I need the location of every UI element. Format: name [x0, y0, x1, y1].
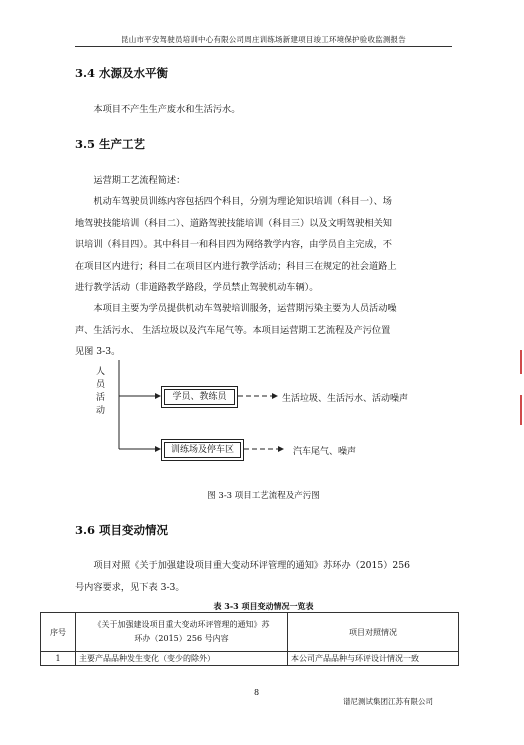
- header-ref: [76, 613, 288, 652]
- edge-mark: [520, 350, 522, 374]
- text-line: 号内容要求，见下表 3-3。: [75, 581, 185, 593]
- table-header-row: [41, 613, 459, 652]
- process-intro: 运营期工艺流程简述：: [93, 175, 186, 186]
- text-line: 识培训（科目四）。其中科目一和科目四为网络教学内容，由学员自主完成，不: [75, 239, 392, 250]
- box-training-ground: [161, 439, 244, 461]
- text-line: 进行教学活动（非道路教学路段，学员禁止驾驶机动车辆）。: [75, 282, 319, 293]
- table-caption: 表 3-3 项目变动情况一览表: [213, 601, 314, 611]
- actor-char: 员: [96, 380, 106, 390]
- cell-ref: 主要产品品种发生变化（变少的除外）: [76, 652, 288, 666]
- process-paragraph-2: [75, 298, 452, 363]
- text-line: 见图 3-3。: [75, 346, 121, 357]
- actor-char: 动: [96, 406, 106, 416]
- process-flow-diagram: [75, 360, 452, 480]
- text-line: 机动车驾驶员训练内容包括四个科目，分别为理论知识培训（科目一）、场: [93, 196, 392, 207]
- change-paragraph: [75, 555, 452, 598]
- page-number: 8: [254, 688, 260, 697]
- text-line: 项目对照《关于加强建设项目重大变动环评管理的通知》苏环办（2015）256: [93, 560, 410, 571]
- actor-char: 人: [96, 367, 106, 377]
- output-label-1: 生活垃圾、生活污水、活动噪声: [282, 394, 409, 404]
- header-check: 项目对照情况: [288, 613, 459, 652]
- section-3-4-heading: 3.4 水源及水平衡: [75, 66, 169, 80]
- text-line: 地驾驶技能培训（科目二）、道路驾驶技能培训（科目三）以及文明驾驶相关知: [75, 217, 392, 229]
- cell-check: 本公司产品品种与环评设计情况一致: [288, 652, 459, 666]
- box-label: 训练场及停车区: [170, 445, 234, 455]
- text-line: 声、生活污水、 生活垃圾以及汽车尾气等。本项目运营期工艺流程及产污位置: [75, 324, 391, 336]
- header-rule: [75, 46, 452, 47]
- page-header: 昆山市平安驾驶员培训中心有限公司周庄训练场新建项目竣工环境保护验收监测报告: [121, 35, 406, 44]
- header-no: 序号: [41, 613, 76, 652]
- figure-caption: 图 3-3 项目工艺流程及产污图: [207, 491, 320, 501]
- arrow-head-icon: [272, 393, 278, 399]
- footer-company: 谱尼测试集团江苏有限公司: [343, 697, 433, 706]
- box-label: 学员、教练员: [172, 392, 227, 402]
- process-paragraph-1: [75, 191, 452, 299]
- edge-mark: [520, 395, 522, 425]
- actor-char: 活: [96, 393, 106, 403]
- table-row: [41, 652, 459, 666]
- diagram-connectors: [75, 360, 452, 480]
- header-ref-line: 环办（2015）256 号内容: [134, 634, 229, 643]
- output-label-2: 汽车尾气、噪声: [293, 447, 357, 457]
- text-line: 在项目区内进行；科目二在项目区内进行教学活动；科目三在规定的社会道路上: [75, 260, 397, 272]
- text-line: 本项目主要为学员提供机动车驾驶培训服务，运营期污染主要为人员活动噪: [93, 303, 397, 314]
- section-3-4-paragraph: 本项目不产生生产废水和生活污水。: [93, 104, 241, 115]
- change-table: [40, 612, 459, 666]
- arrow-head-icon: [278, 446, 284, 452]
- section-3-5-heading: 3.5 生产工艺: [75, 137, 146, 151]
- header-ref-line: 《关于加强建设项目重大变动环评管理的通知》苏: [93, 620, 270, 629]
- section-3-6-heading: 3.6 项目变动情况: [75, 523, 169, 537]
- cell-no: 1: [41, 652, 76, 666]
- box-students-instructors: [161, 386, 238, 408]
